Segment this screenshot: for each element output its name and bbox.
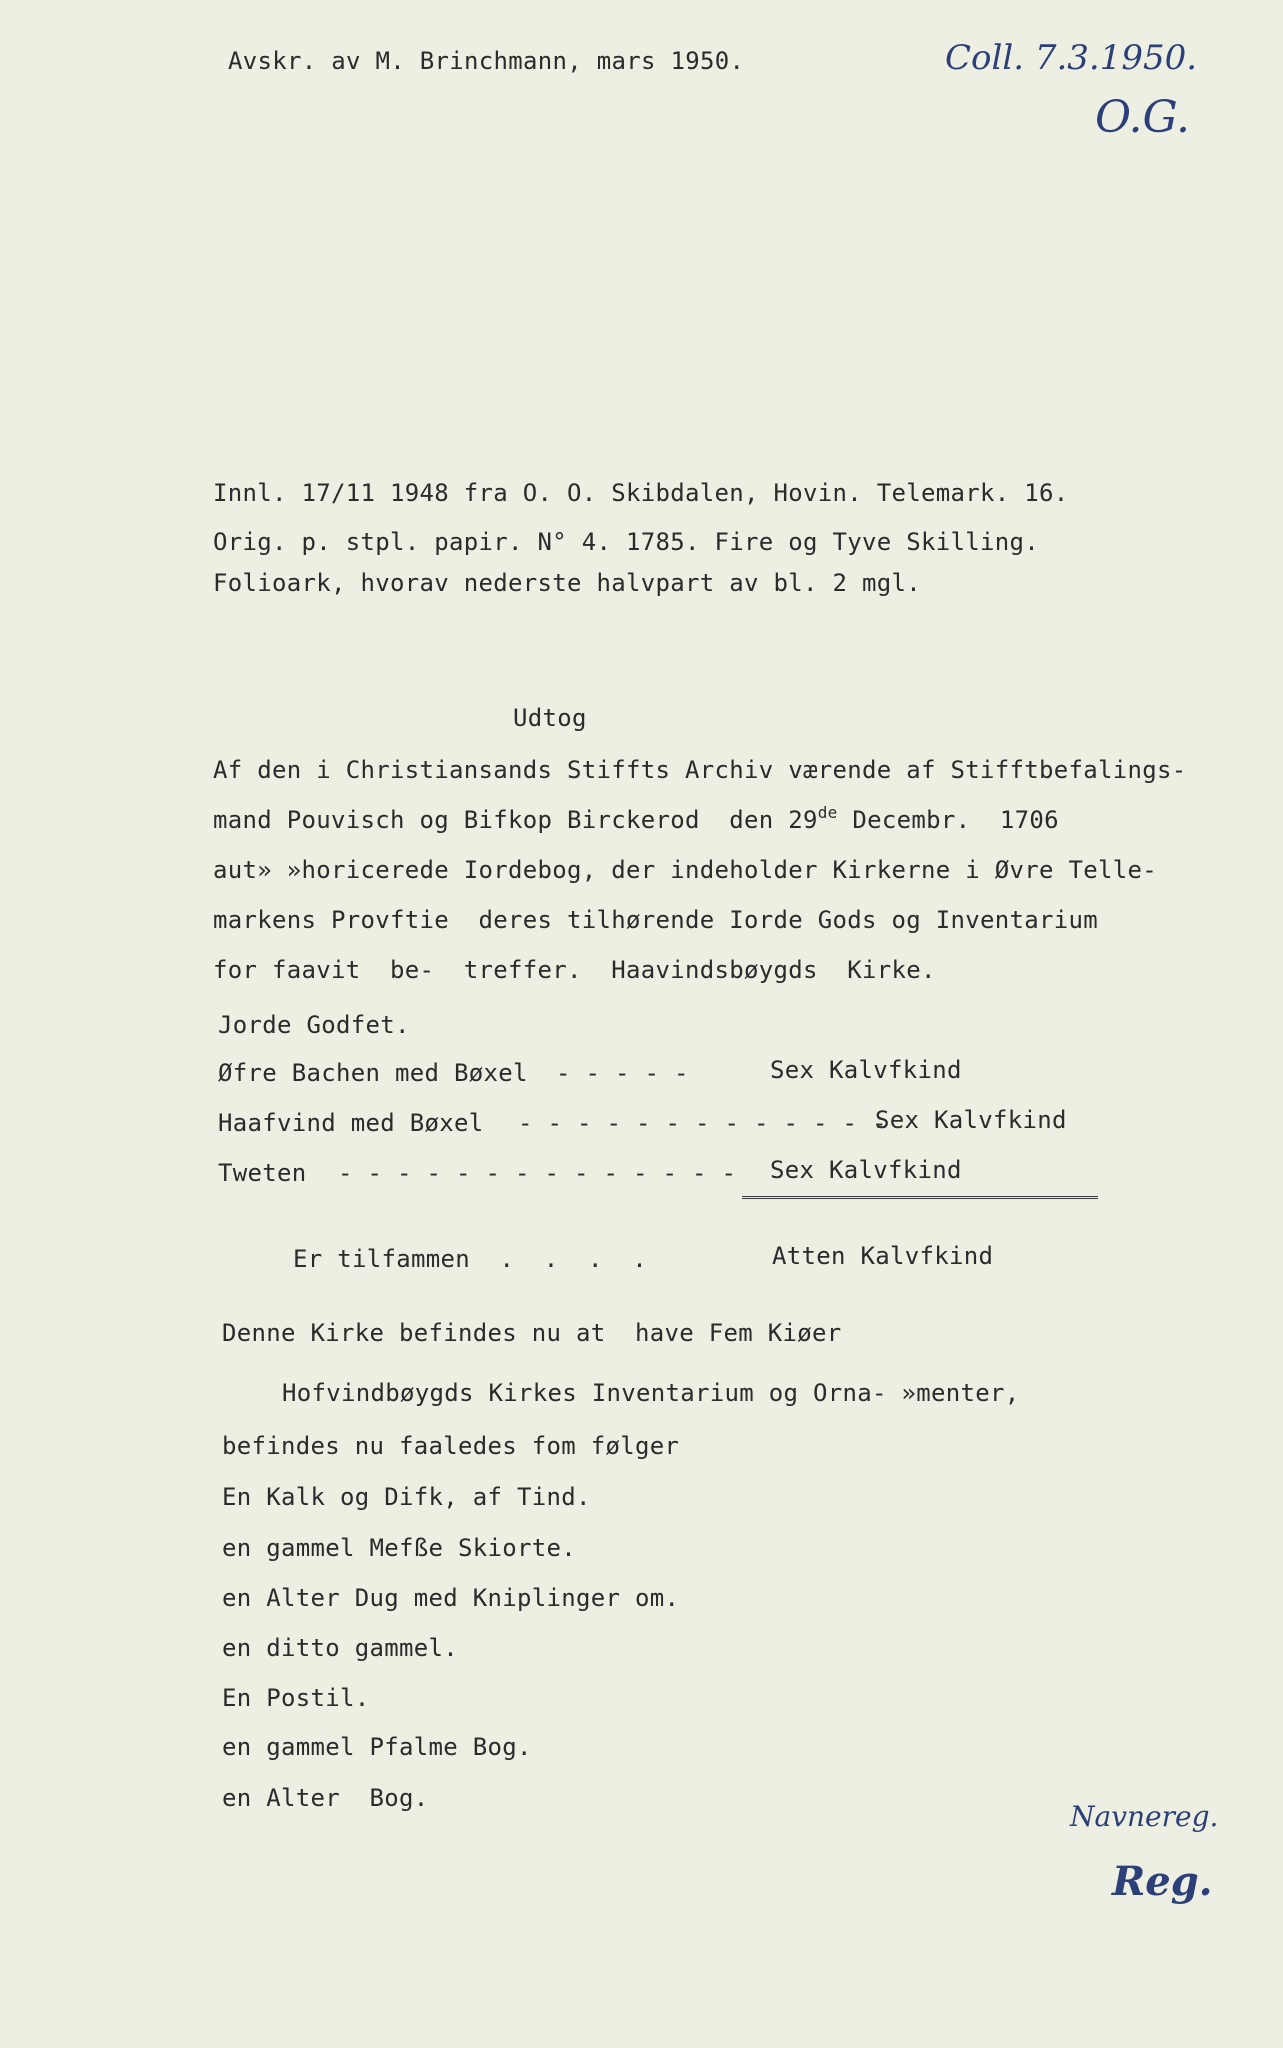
- total-label: Er tilfammen . . . .: [293, 1245, 647, 1273]
- collection-note: Coll. 7.3.1950.: [945, 38, 1198, 78]
- holding-1-value: Sex Kalvfkind: [770, 1056, 962, 1084]
- holding-3-value: Sex Kalvfkind: [770, 1156, 962, 1184]
- body-line-5: for faavit be- treffer. Haavindsbøygds Kirke.: [213, 956, 936, 984]
- intro-line-1: Innl. 17/11 1948 fra O. O. Skibdalen, Hovin. Telemark. 16.: [213, 479, 1069, 507]
- body-line-1: Af den i Christiansands Stiffts Archiv værende af Stifftbefalings-: [213, 756, 1187, 784]
- body-line-2a: mand Pouvisch og Bifkop Birckerod den 29: [213, 806, 818, 834]
- body-line-6: Jorde Godfet.: [218, 1011, 410, 1039]
- margin-note-navnereg: Navnereg.: [1070, 1800, 1219, 1833]
- inventory-item-2: en gammel Mefße Skiorte.: [222, 1534, 576, 1562]
- holding-2-dashes: - - - - - - - - - - - - -: [518, 1109, 887, 1137]
- margin-note-reg: Reg.: [1112, 1858, 1213, 1905]
- body-line-2b: Decembr. 1706: [837, 806, 1059, 834]
- initials: O.G.: [1095, 92, 1191, 143]
- total-value: Atten Kalvfkind: [772, 1242, 994, 1270]
- inventory-item-4: en ditto gammel.: [222, 1634, 458, 1662]
- inventory-item-3: en Alter Dug med Kniplinger om.: [222, 1584, 680, 1612]
- holding-3-name: Tweten: [218, 1159, 307, 1187]
- inventory-item-7: en Alter Bog.: [222, 1784, 429, 1812]
- body-line-2: [213, 805, 1059, 835]
- transcript-line: Avskr. av M. Brinchmann, mars 1950.: [228, 47, 745, 75]
- inventory-intro-1: Hofvindbøygds Kirkes Inventarium og Orna- »menter,: [282, 1379, 1020, 1407]
- inventory-item-5: En Postil.: [222, 1684, 370, 1712]
- holding-1-name: Øfre Bachen med Bøxel: [218, 1059, 528, 1087]
- holding-3-dashes: - - - - - - - - - - - - - -: [338, 1159, 737, 1187]
- ordinal-superscript: de: [817, 803, 838, 822]
- intro-line-2: Orig. p. stpl. papir. N° 4. 1785. Fire og Tyve Skilling.: [213, 528, 1039, 556]
- holding-2-value: Sex Kalvfkind: [875, 1106, 1067, 1134]
- holding-1-dashes: - - - - -: [556, 1059, 689, 1087]
- body-line-4: markens Provftie deres tilhørende Iorde Gods og Inventarium: [213, 906, 1098, 934]
- cows-line: Denne Kirke befindes nu at have Fem Kiøer: [222, 1319, 842, 1347]
- inventory-intro-2: befindes nu faaledes fom følger: [222, 1432, 680, 1460]
- body-line-3: aut» »horicerede Iordebog, der indeholder Kirkerne i Øvre Telle-: [213, 856, 1157, 884]
- intro-line-3: Folioark, hvorav nederste halvpart av bl. 2 mgl.: [213, 569, 921, 597]
- holding-2-name: Haafvind med Bøxel: [218, 1109, 484, 1137]
- inventory-item-1: En Kalk og Difk, af Tind.: [222, 1483, 591, 1511]
- inventory-item-6: en gammel Pfalme Bog.: [222, 1733, 532, 1761]
- double-underline: [742, 1196, 1098, 1203]
- heading-udtog: Udtog: [513, 704, 587, 732]
